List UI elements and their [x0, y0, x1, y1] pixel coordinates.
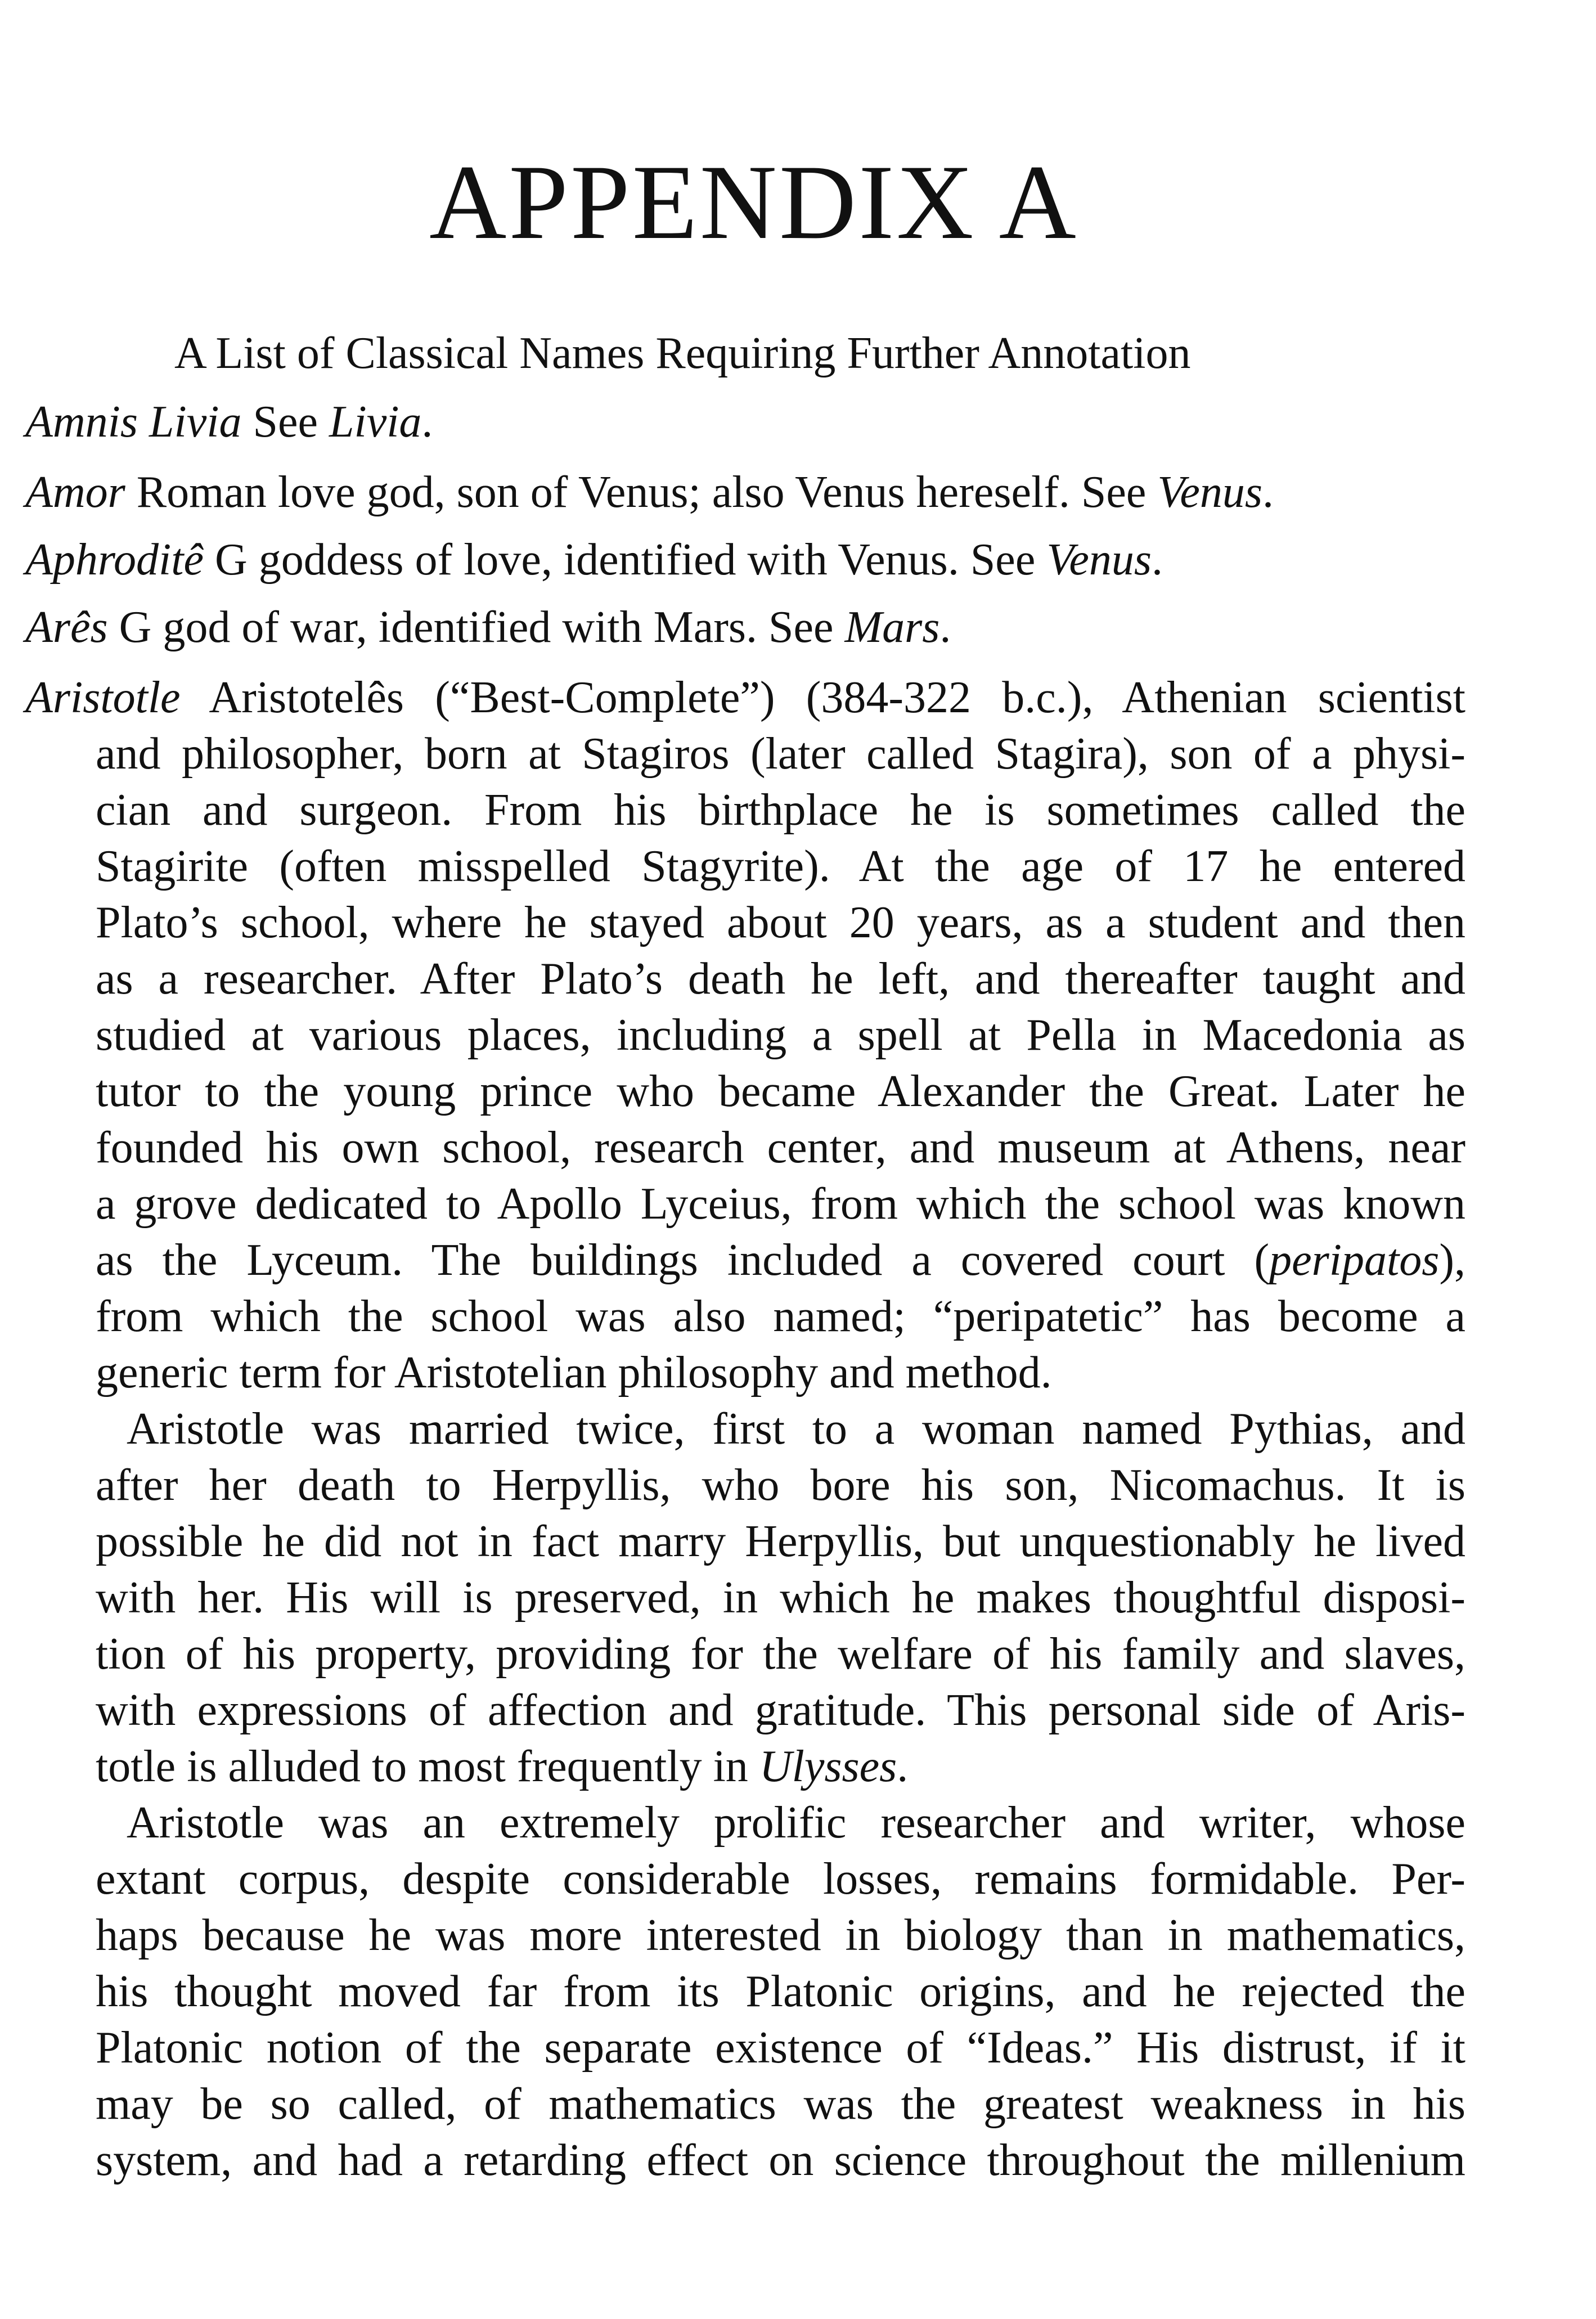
text-line: system, and had a retarding effect on science throughout the millenium [96, 2136, 1465, 2185]
text-line: founded his own school, research center, and museum at Athens, near [96, 1123, 1465, 1172]
text-line: Platonic notion of the separate existence of “Ideas.” His distrust, if it [96, 2023, 1465, 2073]
entry-text: G god of war, identified with Mars. See [107, 603, 845, 652]
text-line: and philosopher, born at Stagiros (later called Stagira), son of a physi- [96, 729, 1465, 779]
text-line: possible he did not in fact marry Herpyllis, but unquestionably he lived [96, 1517, 1465, 1566]
entry-ref: Venus [1046, 535, 1152, 585]
text-line-prefix: totle is alluded to most frequently in [96, 1742, 759, 1791]
entry-ares [25, 599, 951, 655]
page-title: APPENDIX A [429, 143, 1078, 262]
term-peripatos: peripatos [1269, 1235, 1440, 1285]
entry-end: . [939, 603, 951, 652]
text-line: extant corpus, despite considerable losses, remains formidable. Per- [96, 1854, 1465, 1904]
list-subtitle: A List of Classical Names Requiring Further Annotation [174, 329, 1191, 378]
text-line: tutor to the young prince who became Alexander the Great. Later he [96, 1067, 1465, 1116]
text-line: haps because he was more interested in biology than in mathematics, [96, 1911, 1465, 1960]
text-line: with expressions of affection and gratitude. This personal side of Aris- [96, 1686, 1465, 1735]
aristotle-paragraph-1 [96, 726, 1465, 1401]
entry-text: Aristotelês (“Best-Complete”) (384-322 b.c.), Athenian scientist [180, 673, 1465, 722]
entry-term: Aphroditê [25, 535, 204, 585]
entry-term: Amnis Livia [25, 397, 242, 447]
text-line: a grove dedicated to Apollo Lyceius, from which the school was known [96, 1179, 1465, 1229]
entry-ref: Mars [844, 603, 940, 652]
entry-ref: Venus [1157, 468, 1262, 517]
text-line: from which the school was also named; “peripatetic” has become a [96, 1292, 1465, 1341]
text-line: Aristotle was married twice, first to a woman named Pythias, and [127, 1404, 1465, 1454]
entry-text: Roman love god, son of Venus; also Venus hereself. See [125, 468, 1158, 517]
text-line: Plato’s school, where he stayed about 20 years, as a student and then [96, 898, 1465, 947]
entry-amnis-livia [25, 394, 433, 450]
entry-aphrodite [25, 532, 1163, 588]
entry-text: See [241, 397, 329, 447]
text-line: with her. His will is preserved, in which he makes thoughtful disposi- [96, 1573, 1465, 1623]
entry-ref: Livia [329, 397, 422, 447]
text-line: cian and surgeon. From his birthplace he is sometimes called the [96, 785, 1465, 835]
text-line: studied at various places, including a spell at Pella in Macedonia as [96, 1010, 1465, 1060]
entry-term: Amor [25, 468, 125, 517]
entry-aristotle-first-line [25, 669, 1465, 726]
aristotle-paragraph-3 [96, 1795, 1465, 2188]
text-line: as a researcher. After Plato’s death he left, and thereafter taught and [96, 954, 1465, 1004]
text-line: tion of his property, providing for the welfare of his family and slaves, [96, 1629, 1465, 1679]
text-line: generic term for Aristotelian philosophy and method. [96, 1348, 1052, 1397]
entry-end: . [1262, 468, 1274, 517]
entry-text: G goddess of love, identified with Venus. See [204, 535, 1047, 585]
text-line: totle is alluded to most frequently in Ulysses. [96, 1742, 909, 1791]
entry-end: . [421, 397, 433, 447]
entry-amor [25, 464, 1274, 520]
text-line: his thought moved far from its Platonic origins, and he rejected the [96, 1967, 1465, 2016]
text-line: as the Lyceum. The buildings included a covered court (peripatos), [96, 1235, 1465, 1285]
text-line: after her death to Herpyllis, who bore his son, Nicomachus. It is [96, 1460, 1465, 1510]
entry-term: Arês [25, 603, 108, 652]
entry-end: . [1151, 535, 1163, 585]
aristotle-paragraph-2 [96, 1401, 1465, 1795]
text-line: Aristotle was an extremely prolific researcher and writer, whose [127, 1798, 1465, 1848]
book-title-ulysses: Ulysses [759, 1742, 897, 1791]
entry-term: Aristotle [25, 673, 181, 722]
text-line: may be so called, of mathematics was the greatest weakness in his [96, 2079, 1465, 2129]
text-line: Stagirite (often misspelled Stagyrite). At the age of 17 he entered [96, 842, 1465, 891]
